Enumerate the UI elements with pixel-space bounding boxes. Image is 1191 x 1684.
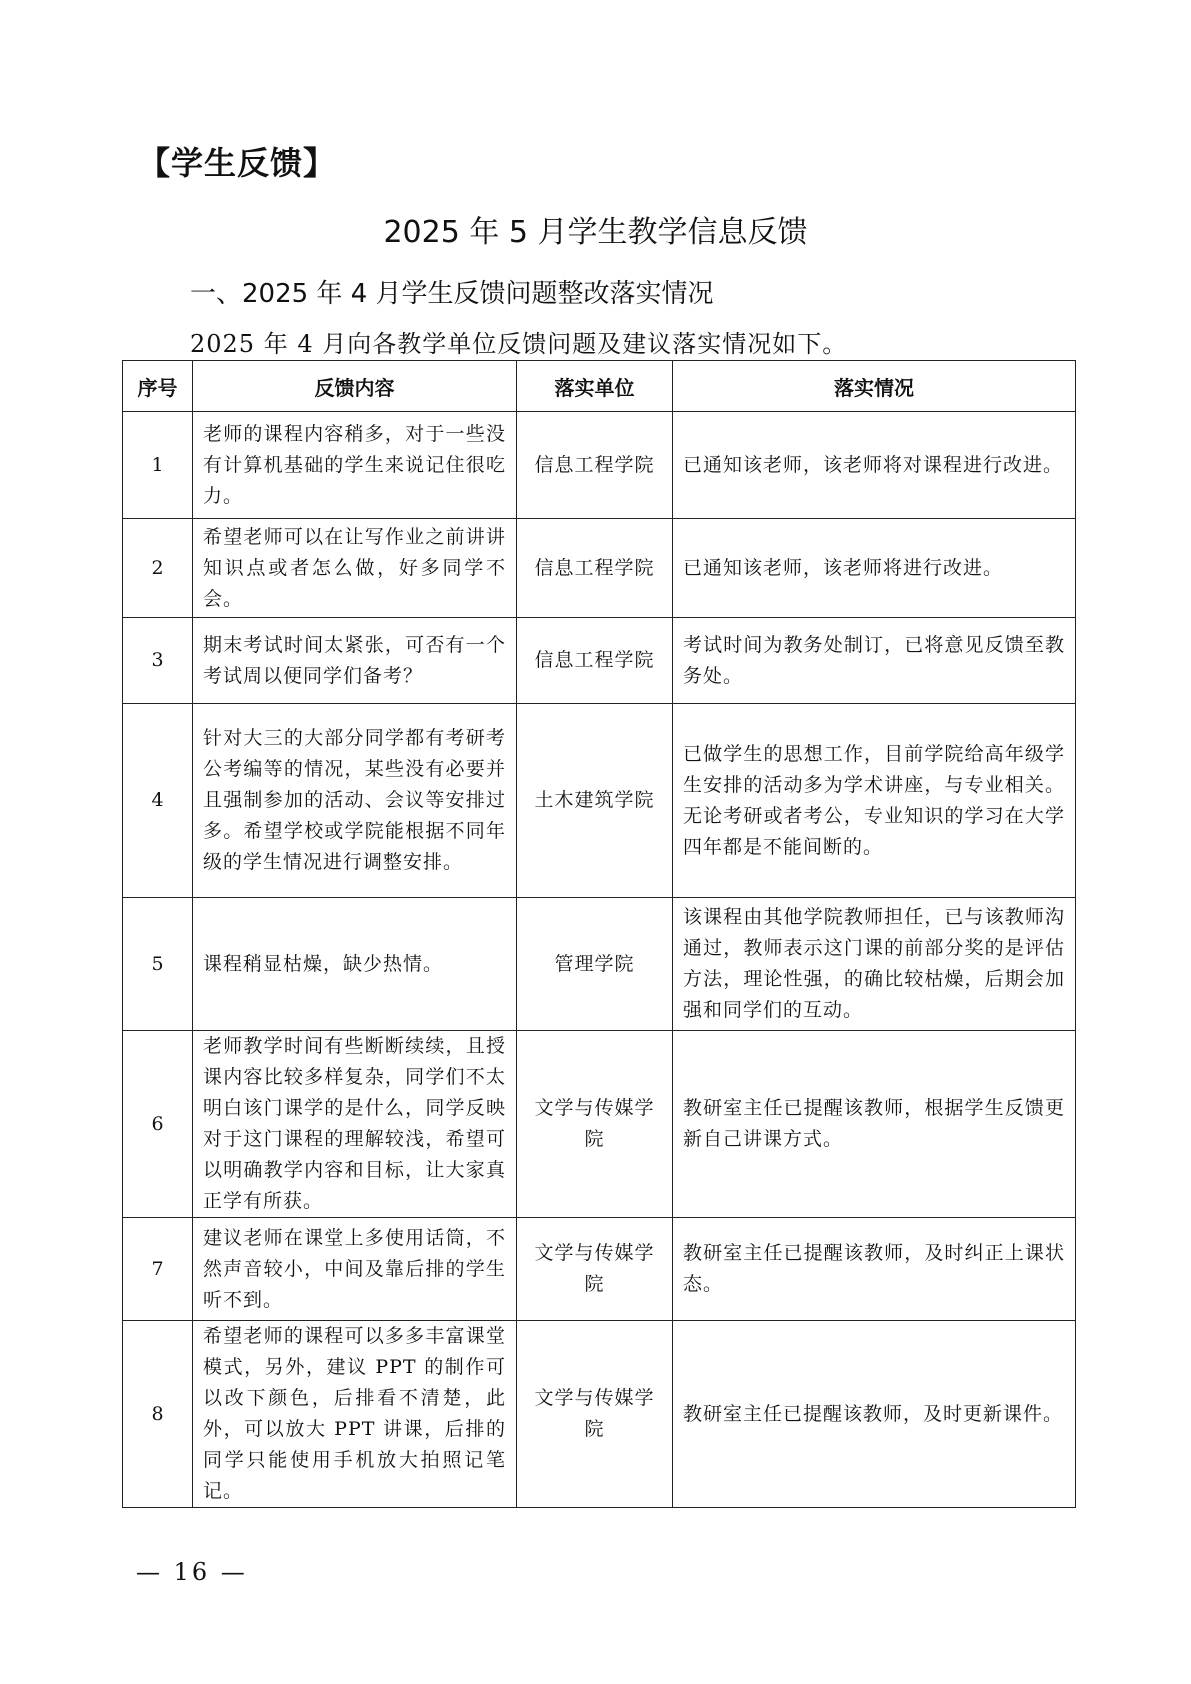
table-row xyxy=(123,1031,1076,1218)
row-status: 该课程由其他学院教师担任，已与该教师沟通过，教师表示这门课的前部分奖的是评估方法，理论性强，的确比较枯燥，后期会加强和同学们的互动。 xyxy=(673,898,1076,1031)
intro-paragraph: 2025 年 4 月向各教学单位反馈问题及建议落实情况如下。 xyxy=(190,330,848,358)
row-number: 4 xyxy=(123,704,193,898)
row-unit: 管理学院 xyxy=(517,898,673,1031)
row-number: 2 xyxy=(123,519,193,618)
row-content: 课程稍显枯燥，缺少热情。 xyxy=(193,898,517,1031)
row-status: 已做学生的思想工作，目前学院给高年级学生安排的活动多为学术讲座，与专业相关。无论考研或者考公，专业知识的学习在大学四年都是不能间断的。 xyxy=(673,704,1076,898)
table-row xyxy=(123,412,1076,519)
row-status: 考试时间为教务处制订，已将意见反馈至教务处。 xyxy=(673,618,1076,704)
row-content: 老师的课程内容稍多，对于一些没有计算机基础的学生来说记住很吃力。 xyxy=(193,412,517,519)
page-number: — 16 — xyxy=(136,1558,248,1586)
row-unit: 信息工程学院 xyxy=(517,412,673,519)
header-number: 序号 xyxy=(123,361,193,412)
row-unit: 文学与传媒学院 xyxy=(517,1218,673,1321)
table-row xyxy=(123,1218,1076,1321)
table-row xyxy=(123,704,1076,898)
row-content: 希望老师可以在让写作业之前讲讲知识点或者怎么做，好多同学不会。 xyxy=(193,519,517,618)
header-content: 反馈内容 xyxy=(193,361,517,412)
document-title: 2025 年 5 月学生教学信息反馈 xyxy=(383,215,808,250)
section-tag: 【学生反馈】 xyxy=(138,144,337,182)
row-unit: 土木建筑学院 xyxy=(517,704,673,898)
row-status: 教研室主任已提醒该教师，及时纠正上课状态。 xyxy=(673,1218,1076,1321)
row-status: 教研室主任已提醒该教师，及时更新课件。 xyxy=(673,1321,1076,1508)
row-number: 1 xyxy=(123,412,193,519)
table-row xyxy=(123,1321,1076,1508)
table-header-row xyxy=(123,361,1076,412)
row-unit: 信息工程学院 xyxy=(517,519,673,618)
row-content: 老师教学时间有些断断续续，且授课内容比较多样复杂，同学们不太明白该门课学的是什么，同学反映对于这门课程的理解较浅，希望可以明确教学内容和目标，让大家真正学有所获。 xyxy=(193,1031,517,1218)
row-unit: 文学与传媒学院 xyxy=(517,1031,673,1218)
header-unit: 落实单位 xyxy=(517,361,673,412)
row-number: 7 xyxy=(123,1218,193,1321)
row-content: 希望老师的课程可以多多丰富课堂模式，另外，建议 PPT 的制作可以改下颜色，后排看不清楚，此外，可以放大 PPT 讲课，后排的同学只能使用手机放大拍照记笔记。 xyxy=(193,1321,517,1508)
table-row xyxy=(123,519,1076,618)
table-row xyxy=(123,898,1076,1031)
header-status: 落实情况 xyxy=(673,361,1076,412)
row-unit: 信息工程学院 xyxy=(517,618,673,704)
feedback-table xyxy=(122,360,1076,1508)
section-heading: 一、2025 年 4 月学生反馈问题整改落实情况 xyxy=(190,279,714,309)
row-number: 5 xyxy=(123,898,193,1031)
row-number: 8 xyxy=(123,1321,193,1508)
row-content: 期末考试时间太紧张，可否有一个考试周以便同学们备考？ xyxy=(193,618,517,704)
row-status: 已通知该老师，该老师将进行改进。 xyxy=(673,519,1076,618)
table-row xyxy=(123,618,1076,704)
row-status: 教研室主任已提醒该教师，根据学生反馈更新自己讲课方式。 xyxy=(673,1031,1076,1218)
row-status: 已通知该老师，该老师将对课程进行改进。 xyxy=(673,412,1076,519)
row-number: 6 xyxy=(123,1031,193,1218)
row-content: 针对大三的大部分同学都有考研考公考编等的情况，某些没有必要并且强制参加的活动、会议等安排过多。希望学校或学院能根据不同年级的学生情况进行调整安排。 xyxy=(193,704,517,898)
row-content: 建议老师在课堂上多使用话筒，不然声音较小，中间及靠后排的学生听不到。 xyxy=(193,1218,517,1321)
row-unit: 文学与传媒学院 xyxy=(517,1321,673,1508)
row-number: 3 xyxy=(123,618,193,704)
